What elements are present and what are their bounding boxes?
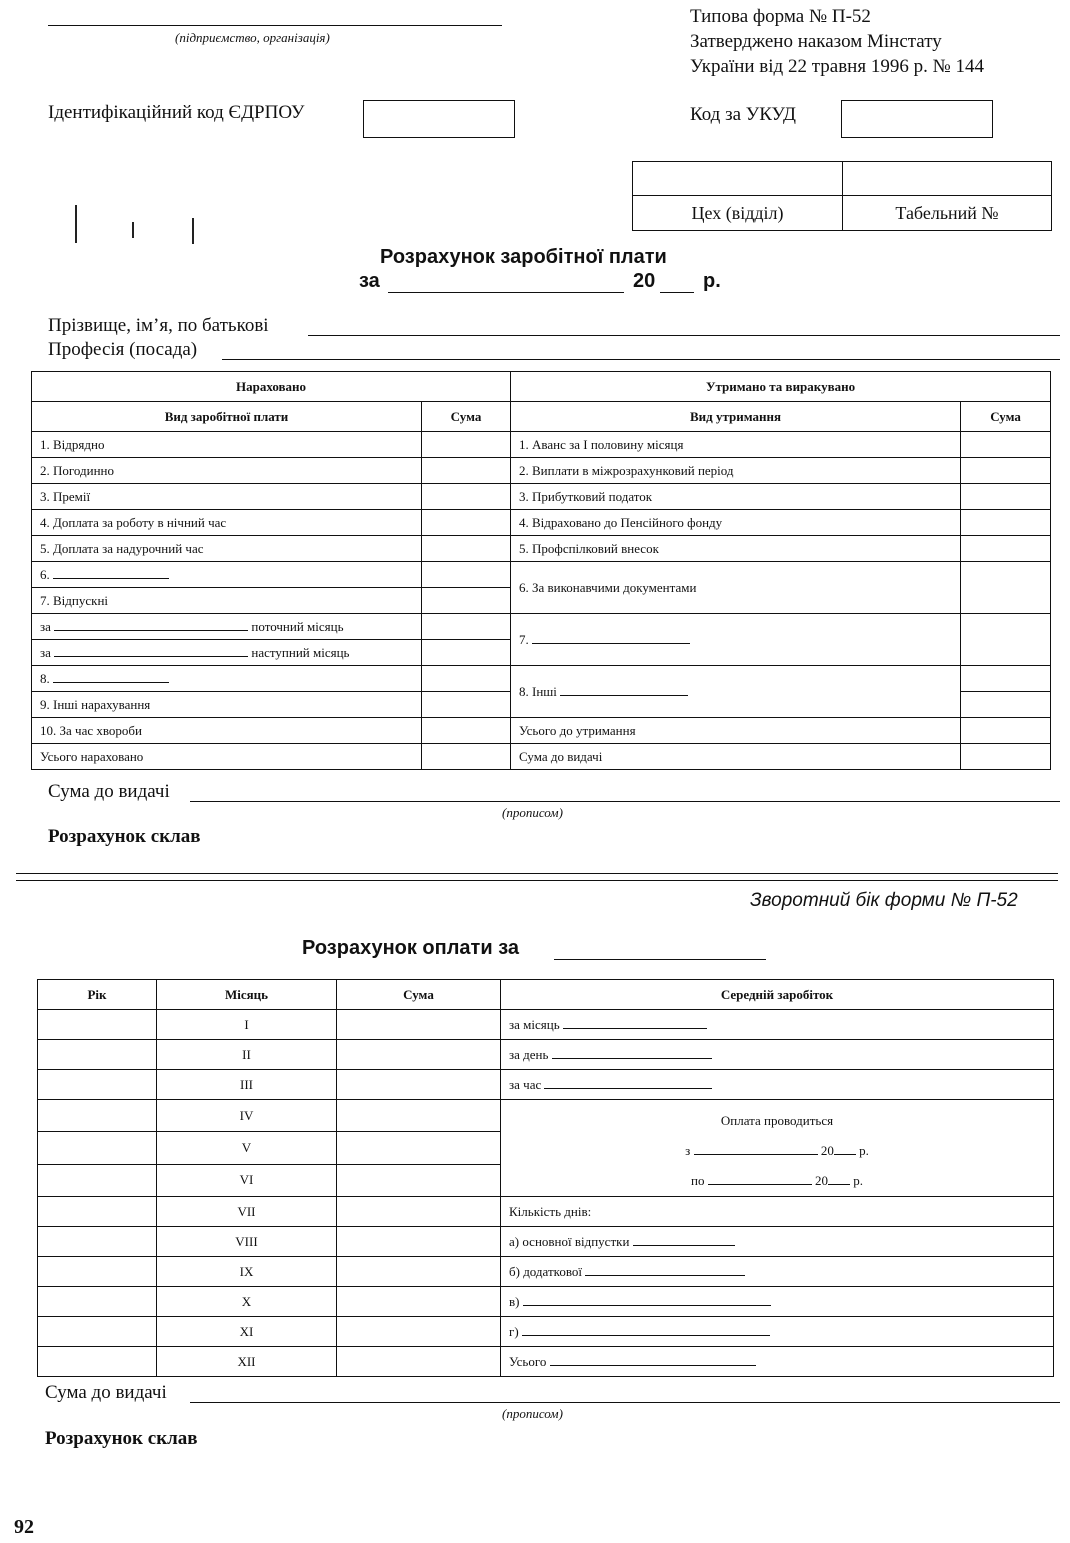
dept-table bbox=[632, 161, 1052, 231]
deduction-row-label: 4. Відраховано до Пенсійного фонду bbox=[511, 510, 961, 536]
deduction-row-label: 6. За виконавчими документами bbox=[511, 562, 961, 614]
pay-sum-header: Сума bbox=[422, 402, 511, 432]
back-side-label: Зворотний бік форми № П-52 bbox=[750, 890, 1018, 911]
accrual-total-label: Усього нараховано bbox=[32, 744, 422, 770]
edrpou-label: Ідентифікаційний код ЄДРПОУ bbox=[48, 102, 305, 123]
sum-header: Сума bbox=[337, 980, 501, 1010]
accrual-sum-cell[interactable] bbox=[422, 614, 511, 640]
deduction-sum-cell[interactable] bbox=[961, 692, 1051, 718]
other-leave-v-field[interactable] bbox=[523, 1294, 771, 1306]
accrual-row-label: за bbox=[40, 644, 51, 660]
period-month-field[interactable] bbox=[388, 292, 624, 293]
deduction-row-label: 5. Профспілковий внесок bbox=[511, 536, 961, 562]
month-label: XI bbox=[157, 1317, 337, 1347]
month-label: VIII bbox=[157, 1227, 337, 1257]
sum-cell[interactable] bbox=[337, 1227, 501, 1257]
accrual-row-custom bbox=[32, 562, 422, 588]
year-cell[interactable] bbox=[38, 1040, 157, 1070]
period-year-prefix: 20 bbox=[633, 270, 656, 292]
vacation-next-label: наступний місяць bbox=[251, 644, 350, 660]
accrual-row-label: 10. За час хвороби bbox=[32, 718, 422, 744]
month-label: IX bbox=[157, 1257, 337, 1287]
profession-label: Професія (посада) bbox=[48, 339, 198, 360]
month-label: III bbox=[157, 1070, 337, 1100]
section-divider bbox=[16, 873, 1058, 874]
accrual-row-label: за bbox=[40, 618, 51, 634]
avg-month-label: за місяць bbox=[509, 1016, 560, 1032]
main-leave-field[interactable] bbox=[633, 1234, 735, 1246]
payment-period-cell bbox=[501, 1100, 1054, 1197]
accrual-total-cell[interactable] bbox=[422, 744, 511, 770]
payment-from-field[interactable] bbox=[694, 1143, 818, 1155]
payment-to-year-field[interactable] bbox=[828, 1173, 850, 1185]
payment-from-year: 20 bbox=[820, 1143, 834, 1158]
payout-in-words-label: Сума до видачі bbox=[48, 781, 170, 802]
name-label: Прізвище, ім’я, по батькові bbox=[48, 315, 269, 336]
days-total-row bbox=[501, 1347, 1054, 1377]
profession-field[interactable] bbox=[222, 359, 1060, 360]
deduction-total-label: Усього до утримання bbox=[511, 718, 961, 744]
other-leave-v-row bbox=[501, 1287, 1054, 1317]
section-divider bbox=[16, 880, 1058, 881]
deduction-row-custom bbox=[511, 666, 961, 718]
payment-from-label: з bbox=[685, 1143, 691, 1158]
payment-made-label: Оплата проводиться bbox=[720, 1113, 834, 1128]
deduction-sum-cell[interactable] bbox=[961, 432, 1051, 458]
compiled-by-label: Розрахунок склав bbox=[48, 826, 201, 847]
avg-day-field[interactable] bbox=[552, 1047, 712, 1059]
vacation-next-row bbox=[32, 640, 422, 666]
deduction-sum-cell[interactable] bbox=[961, 666, 1051, 692]
deduction-sum-cell[interactable] bbox=[961, 562, 1051, 614]
organization-line[interactable] bbox=[48, 25, 502, 26]
main-leave-label: а) основної відпустки bbox=[509, 1233, 630, 1249]
payout-cell[interactable] bbox=[961, 744, 1051, 770]
deduction-row-label: 1. Аванс за І половину місяця bbox=[511, 432, 961, 458]
accrual-row-label: 8. bbox=[40, 670, 50, 686]
other-leave-g-field[interactable] bbox=[522, 1324, 770, 1336]
other-leave-v-label: в) bbox=[509, 1293, 520, 1309]
tab-number-label: Табельний № bbox=[843, 196, 1052, 231]
year-cell[interactable] bbox=[38, 1257, 157, 1287]
payment-from-row bbox=[501, 1136, 1053, 1166]
other-leave-g-label: г) bbox=[509, 1323, 519, 1339]
payment-calc-period-field[interactable] bbox=[554, 959, 766, 960]
scan-mark bbox=[75, 205, 77, 243]
accrued-header: Нараховано bbox=[32, 372, 511, 402]
month-label: I bbox=[157, 1010, 337, 1040]
accrual-sum-cell[interactable] bbox=[422, 484, 511, 510]
page-number: 92 bbox=[14, 1516, 34, 1538]
accrual-row-label: 1. Відрядно bbox=[32, 432, 422, 458]
deduction-sum-cell[interactable] bbox=[961, 458, 1051, 484]
vacation-current-row bbox=[32, 614, 422, 640]
sum-cell[interactable] bbox=[337, 1132, 501, 1164]
deduction-row-label: 8. Інші bbox=[519, 683, 557, 699]
month-label: XII bbox=[157, 1347, 337, 1377]
ukud-code-field[interactable] bbox=[841, 100, 993, 138]
sum-cell[interactable] bbox=[337, 1100, 501, 1132]
payout-in-words-caption: (прописом) bbox=[502, 1406, 563, 1421]
payment-calc-title: Розрахунок оплати за bbox=[302, 937, 520, 959]
payment-to-field[interactable] bbox=[708, 1173, 812, 1185]
month-label: VI bbox=[157, 1164, 337, 1196]
deduction-sum-cell[interactable] bbox=[961, 614, 1051, 666]
payout-in-words-field[interactable] bbox=[190, 801, 1060, 802]
sum-cell[interactable] bbox=[337, 1040, 501, 1070]
calculation-table bbox=[31, 371, 1051, 770]
additional-leave-field[interactable] bbox=[585, 1264, 745, 1276]
accrual-sum-cell[interactable] bbox=[422, 666, 511, 692]
vacation-current-label: поточний місяць bbox=[251, 618, 344, 634]
dept-label: Цех (відділ) bbox=[633, 196, 843, 231]
accrual-row-label: 5. Доплата за надурочний час bbox=[32, 536, 422, 562]
compiled-by-label: Розрахунок склав bbox=[45, 1428, 198, 1449]
edrpou-code-field[interactable] bbox=[363, 100, 515, 138]
payout-in-words-field[interactable] bbox=[190, 1402, 1060, 1403]
avg-hour-field[interactable] bbox=[544, 1077, 712, 1089]
period-suffix: р. bbox=[703, 270, 721, 292]
days-total-field[interactable] bbox=[550, 1354, 756, 1366]
tab-number-field[interactable] bbox=[843, 162, 1052, 196]
accrual-sum-cell[interactable] bbox=[422, 692, 511, 718]
accrual-row-label: 4. Доплата за роботу в нічний час bbox=[32, 510, 422, 536]
year-cell[interactable] bbox=[38, 1317, 157, 1347]
deduction-row-label: 3. Прибутковий податок bbox=[511, 484, 961, 510]
deduction-type-header: Вид утримання bbox=[511, 402, 961, 432]
deduction-other-field[interactable] bbox=[560, 684, 688, 696]
deduction-sum-header: Сума bbox=[961, 402, 1051, 432]
name-field[interactable] bbox=[308, 335, 1060, 336]
days-total-label: Усього bbox=[509, 1353, 547, 1369]
accrual-sum-cell[interactable] bbox=[422, 562, 511, 588]
deduction-sum-cell[interactable] bbox=[961, 536, 1051, 562]
accrual-row-label: 6. bbox=[40, 566, 50, 582]
month-label: II bbox=[157, 1040, 337, 1070]
accrual-row-custom bbox=[32, 666, 422, 692]
payout-in-words-caption: (прописом) bbox=[502, 805, 563, 820]
deduction-sum-cell[interactable] bbox=[961, 484, 1051, 510]
period-prefix: за bbox=[359, 270, 380, 292]
deduction-row-custom bbox=[511, 614, 961, 666]
month-label: X bbox=[157, 1287, 337, 1317]
year-cell[interactable] bbox=[38, 1227, 157, 1257]
avg-day-label: за день bbox=[509, 1046, 549, 1062]
avg-day-row bbox=[501, 1040, 1054, 1070]
pay-type-header: Вид заробітної плати bbox=[32, 402, 422, 432]
sum-cell[interactable] bbox=[337, 1164, 501, 1196]
payout-in-words-label: Сума до видачі bbox=[45, 1382, 167, 1403]
period-year-field[interactable] bbox=[660, 292, 694, 293]
accrual-custom-field[interactable] bbox=[53, 567, 169, 579]
accrual-row-label: 7. Відпускні bbox=[32, 588, 422, 614]
month-header: Місяць bbox=[157, 980, 337, 1010]
year-cell[interactable] bbox=[38, 1010, 157, 1040]
dept-field[interactable] bbox=[633, 162, 843, 196]
sum-cell[interactable] bbox=[337, 1070, 501, 1100]
accrual-sum-cell[interactable] bbox=[422, 536, 511, 562]
deduction-row-label: 7. bbox=[519, 631, 529, 647]
accrual-sum-cell[interactable] bbox=[422, 432, 511, 458]
additional-leave-label: б) додаткової bbox=[509, 1263, 582, 1279]
average-earnings-header: Середній заробіток bbox=[501, 980, 1054, 1010]
scan-mark bbox=[192, 218, 194, 244]
ukud-label: Код за УКУД bbox=[690, 104, 797, 125]
payment-from-year-field[interactable] bbox=[834, 1143, 856, 1155]
payment-to-label: по bbox=[691, 1173, 705, 1188]
vacation-current-field[interactable] bbox=[54, 619, 248, 631]
avg-month-row bbox=[501, 1010, 1054, 1040]
vacation-next-field[interactable] bbox=[54, 645, 248, 657]
organization-caption: (підприємство, організація) bbox=[175, 30, 330, 45]
accrual-sum-cell[interactable] bbox=[422, 510, 511, 536]
accrual-row-label: 2. Погодинно bbox=[32, 458, 422, 484]
accrual-sum-cell[interactable] bbox=[422, 588, 511, 614]
accrual-row-label: 9. Інші нарахування bbox=[32, 692, 422, 718]
year-cell[interactable] bbox=[38, 1100, 157, 1132]
days-count-label: Кількість днів: bbox=[501, 1197, 1054, 1227]
sum-cell[interactable] bbox=[337, 1010, 501, 1040]
year-cell[interactable] bbox=[38, 1132, 157, 1164]
year-cell[interactable] bbox=[38, 1347, 157, 1377]
avg-month-field[interactable] bbox=[563, 1017, 707, 1029]
sum-cell[interactable] bbox=[337, 1257, 501, 1287]
accrual-sum-cell[interactable] bbox=[422, 640, 511, 666]
year-header: Рік bbox=[38, 980, 157, 1010]
main-leave-row bbox=[501, 1227, 1054, 1257]
year-cell[interactable] bbox=[38, 1287, 157, 1317]
month-label: IV bbox=[157, 1100, 337, 1132]
form-title-line-3: України від 22 травня 1996 р. № 144 bbox=[690, 56, 984, 77]
sum-cell[interactable] bbox=[337, 1347, 501, 1377]
year-cell[interactable] bbox=[38, 1070, 157, 1100]
payment-to-year-suffix: р. bbox=[853, 1173, 863, 1188]
withheld-header: Утримано та виракувано bbox=[511, 372, 1051, 402]
avg-hour-row bbox=[501, 1070, 1054, 1100]
other-leave-g-row bbox=[501, 1317, 1054, 1347]
deduction-total-cell[interactable] bbox=[961, 718, 1051, 744]
accrual-custom-field[interactable] bbox=[53, 671, 169, 683]
month-label: VII bbox=[157, 1197, 337, 1227]
accrual-sum-cell[interactable] bbox=[422, 458, 511, 484]
payment-to-year: 20 bbox=[814, 1173, 828, 1188]
year-cell[interactable] bbox=[38, 1197, 157, 1227]
payout-label: Сума до видачі bbox=[511, 744, 961, 770]
payment-to-row bbox=[501, 1166, 1053, 1196]
month-label: V bbox=[157, 1132, 337, 1164]
payment-from-year-suffix: р. bbox=[859, 1143, 869, 1158]
payment-table bbox=[37, 979, 1054, 1377]
sum-cell[interactable] bbox=[337, 1317, 501, 1347]
form-title-line-2: Затверджено наказом Мінстату bbox=[690, 31, 942, 52]
deduction-sum-cell[interactable] bbox=[961, 510, 1051, 536]
accrual-row-label: 3. Премії bbox=[32, 484, 422, 510]
form-title-line-1: Типова форма № П-52 bbox=[690, 6, 871, 27]
accrual-sum-cell[interactable] bbox=[422, 718, 511, 744]
deduction-row-label: 2. Виплати в міжрозрахунковий період bbox=[511, 458, 961, 484]
year-cell[interactable] bbox=[38, 1164, 157, 1196]
avg-hour-label: за час bbox=[509, 1076, 542, 1092]
scan-mark bbox=[132, 222, 134, 238]
page-title: Розрахунок заробітної плати bbox=[380, 246, 667, 268]
sum-cell[interactable] bbox=[337, 1197, 501, 1227]
additional-leave-row bbox=[501, 1257, 1054, 1287]
sum-cell[interactable] bbox=[337, 1287, 501, 1317]
deduction-custom-field[interactable] bbox=[532, 632, 690, 644]
